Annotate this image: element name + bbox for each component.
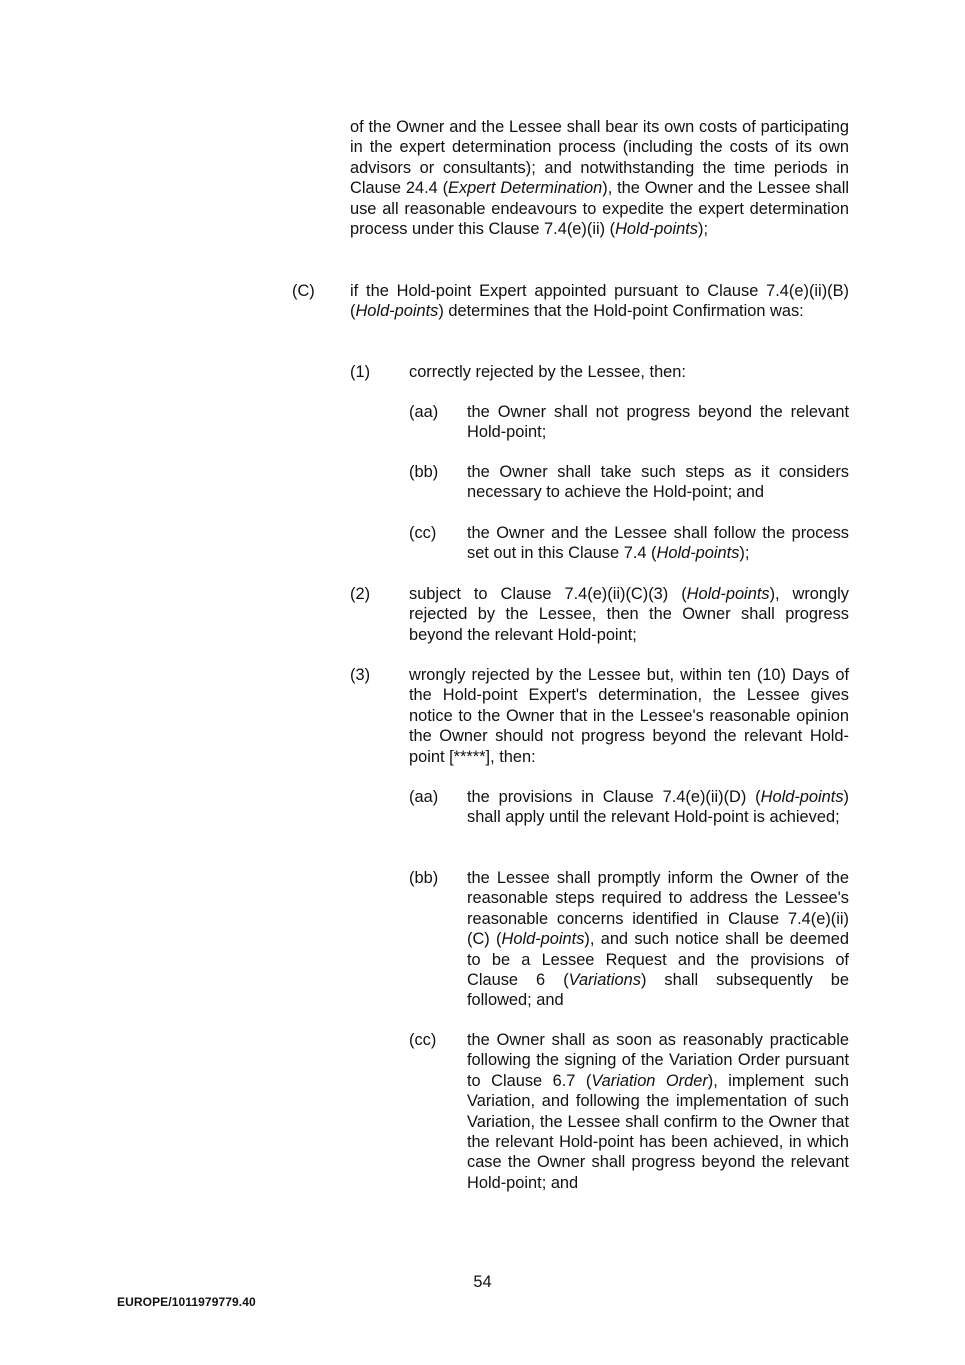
item-3-cc-text-1: the Owner shall as soon as reasonably practicable following the signing of the Variation Order pursuant to Clause 6.7 (: [467, 1031, 849, 1090]
clause-c-text: [350, 281, 849, 322]
item-3-cc-label: (cc): [409, 1031, 437, 1049]
item-1-bb-text: the Owner shall take such steps as it considers necessary to achieve the Hold-point; and: [467, 463, 849, 502]
item-1-aa-label: (aa): [409, 403, 439, 421]
item-3-bb-text-1: the Lessee shall promptly inform the Owner of the reasonable steps required to address the Lessee's reasonable concerns identified in Clause 7.4(e)(ii)(C) (: [467, 869, 849, 949]
item-1-text: correctly rejected by the Lessee, then:: [409, 363, 686, 381]
item-3-bb-text: [467, 868, 849, 1011]
item-1-bb-label: (bb): [409, 463, 439, 481]
item-3-aa-text: [467, 787, 849, 828]
item-1-cc-label: (cc): [409, 524, 437, 542]
clause-c-emphasis-1: Hold-points: [355, 302, 439, 321]
intro-emphasis-1: Expert Determination: [448, 179, 603, 198]
item-3-bb-text-2: ), and such notice shall be deemed to be a Lessee Request and the provisions of Clause 6 (: [467, 930, 850, 990]
item-3-bb-emphasis-1: Hold-points: [501, 930, 585, 949]
item-3-aa-emphasis-1: Hold-points: [760, 788, 844, 806]
item-3-cc-emphasis-1: Variation Order: [591, 1071, 708, 1090]
intro-text-2: ), the Owner and the Lessee shall use all reasonable endeavours to expedite the expert determination process under this Clause 7.4(e)(ii) (: [350, 179, 849, 239]
item-3-label: (3): [350, 666, 371, 684]
item-2-text-2: ), wrongly rejected by the Lessee, then the Owner shall progress beyond the relevant Hold-point;: [409, 585, 849, 644]
intro-text-3: );: [698, 220, 709, 239]
clause-c-text-1: if the Hold-point Expert appointed pursuant to Clause 7.4(e)(ii)(B) (: [350, 282, 849, 321]
item-1-cc-emphasis-1: Hold-points: [656, 544, 740, 563]
clause-c-label: (C): [292, 282, 315, 300]
item-3-text: wrongly rejected by the Lessee but, within ten (10) Days of the Hold-point Expert's determination, the Lessee gives notice to the Owner that in the Lessee's reasonable opinion the Owner should not progress beyond the relevant Hold-point [*****], then:: [409, 666, 849, 766]
item-3-bb-text-3: ) shall subsequently be followed; and: [467, 971, 850, 1010]
item-3-bb-label: (bb): [409, 869, 439, 887]
item-1-cc-text: [467, 523, 849, 564]
item-1-aa-text: the Owner shall not progress beyond the relevant Hold-point;: [467, 403, 849, 442]
item-1-cc-text-2: );: [739, 544, 750, 563]
item-3-bb-emphasis-2: Variations: [568, 971, 641, 990]
intro-emphasis-2: Hold-points: [615, 220, 698, 239]
item-2-text-1: subject to Clause 7.4(e)(ii)(C)(3) (: [409, 585, 687, 603]
item-1-label: (1): [350, 363, 371, 381]
item-2-label: (2): [350, 585, 371, 603]
page-number: 54: [473, 1273, 492, 1291]
item-3-aa-text-1: the provisions in Clause 7.4(e)(ii)(D) (: [467, 788, 761, 806]
document-reference: EUROPE/1011979779.40: [117, 1295, 256, 1309]
intro-paragraph: [350, 117, 849, 239]
item-2-text: [409, 584, 849, 645]
item-2-emphasis-1: Hold-points: [686, 585, 770, 603]
clause-c-text-2: ) determines that the Hold-point Confirmation was:: [438, 302, 804, 321]
item-3-cc-text-2: ), implement such Variation, and following the implementation of such Variation, the Lessee shall confirm to the Owner that the relevant Hold-point has been achieved, in which case the Owner shall progress beyond the relevant Hold-point; and: [467, 1071, 849, 1192]
intro-text-1: of the Owner and the Lessee shall bear its own costs of participating in the expert determination process (including the costs of its own advisors or consultants); and notwithstanding the time periods in Clause 24.4 (: [350, 118, 849, 198]
item-1-cc-text-1: the Owner and the Lessee shall follow the process set out in this Clause 7.4 (: [467, 524, 849, 563]
item-3-aa-label: (aa): [409, 788, 439, 806]
item-3-cc-text: [467, 1030, 849, 1193]
item-3-aa-text-2: ) shall apply until the relevant Hold-point is achieved;: [467, 788, 849, 827]
